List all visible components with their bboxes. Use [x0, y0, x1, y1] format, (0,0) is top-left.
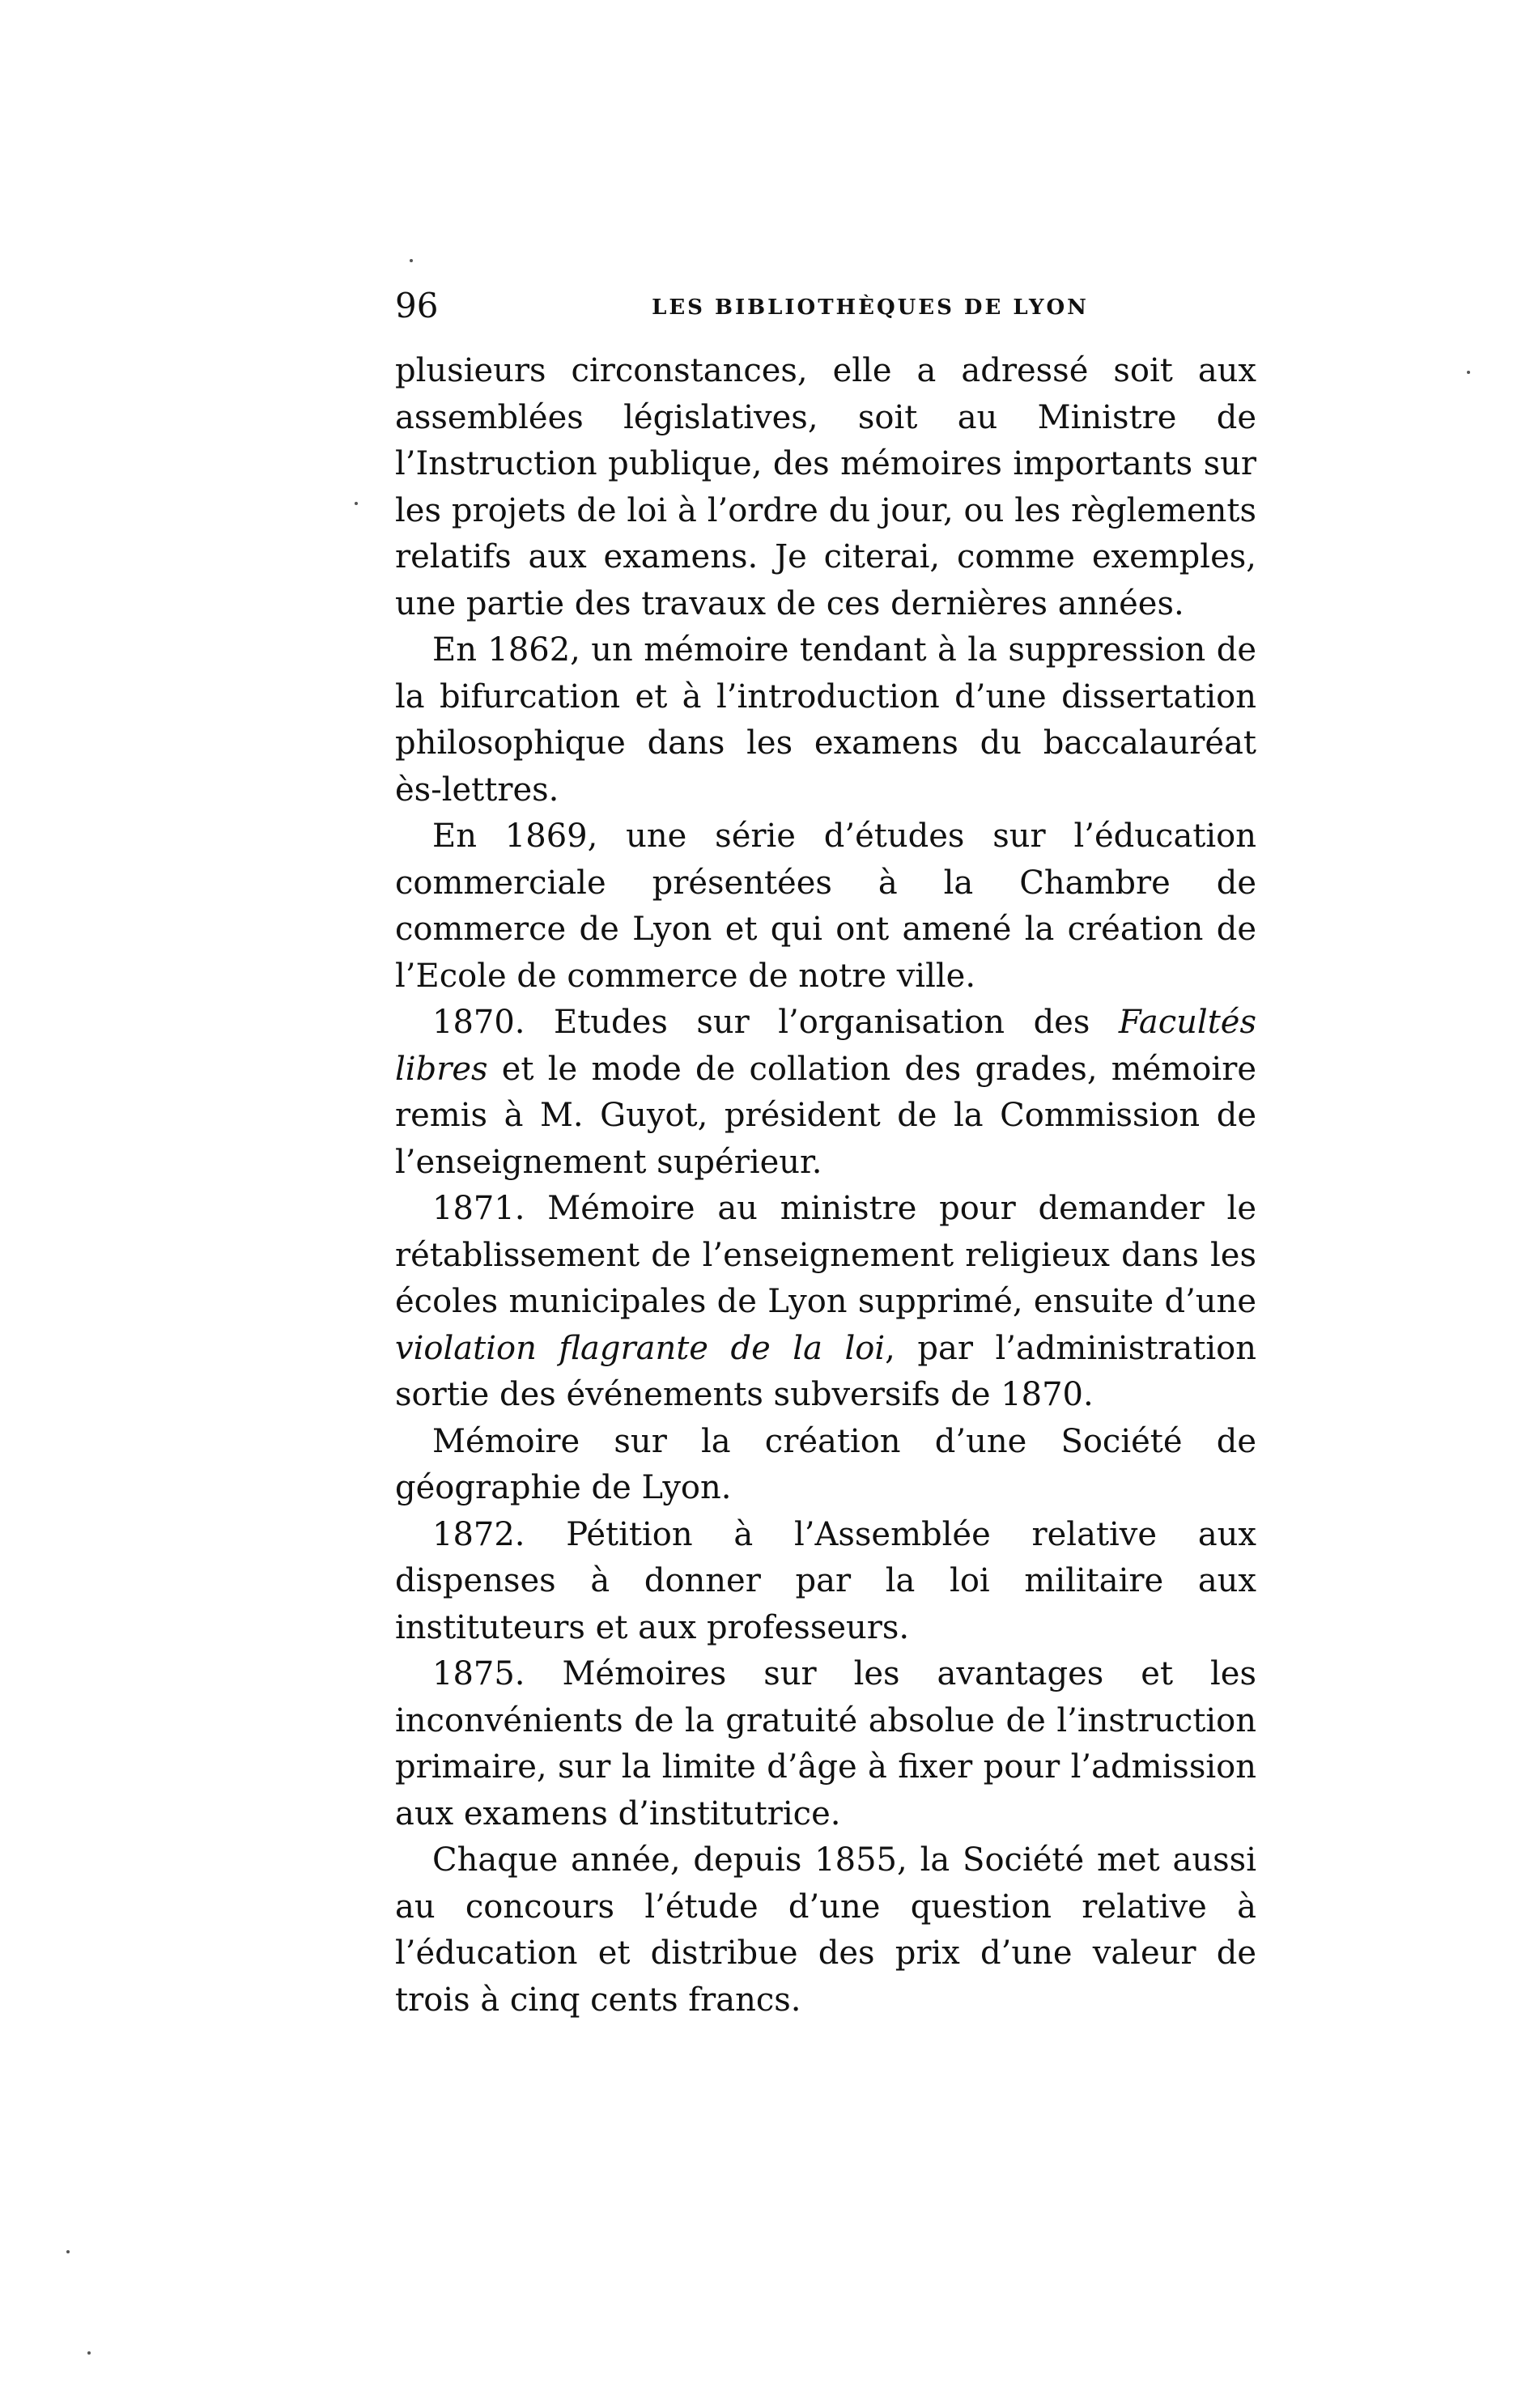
- paragraph-7: 1872. Pétition à l’Assemblée relative aux dispenses à donner par la loi militaire aux instituteurs et aux professeurs.: [395, 1515, 1256, 1646]
- paragraph-8: 1875. Mémoires sur les avantages et les inconvénients de la gratuité absolue de l’instruction primaire, sur la limite d’âge à fixer pour l’admission aux examens d’institutrice.: [395, 1655, 1256, 1833]
- paragraph-5-text-end: , par l’administration sortie des événements subversifs de 1870.: [395, 1329, 1256, 1413]
- paragraph-9: Chaque année, depuis 1855, la Société met aussi au concours l’étude d’une question relative à l’éducation et distribue des prix d’une valeur de trois à cinq cents francs.: [395, 1841, 1256, 2019]
- print-speck: [355, 502, 358, 505]
- paragraph-4-italic: Facultés libres: [395, 1004, 1256, 1088]
- paragraph-4-text: 1870. Etudes sur l’organisation des: [432, 1004, 1119, 1041]
- paragraph-2: En 1862, un mémoire tendant à la suppression de la bifurcation et à l’introduction d’une dissertation philosophique dans les examens du baccalauréat ès-lettres.: [395, 631, 1256, 809]
- paragraph-4: [395, 1000, 1256, 1186]
- text-block: [395, 283, 1256, 2024]
- print-speck: [1467, 371, 1470, 374]
- print-speck: [410, 259, 413, 262]
- page-number: 96: [395, 286, 439, 325]
- running-title: LES BIBLIOTHÈQUES DE LYON: [652, 295, 1089, 320]
- running-head: [395, 283, 1256, 332]
- paragraph-1: plusieurs circonstances, elle a adressé soit aux assemblées législatives, soit au Ministre de l’Instruction publique, des mémoires importants sur les projets de loi à l’ordre du jour, ou les règlements relatifs aux examens. Je citerai, comme exemples, une partie des travaux de ces dernières années.: [395, 352, 1256, 622]
- print-speck: [66, 2250, 70, 2253]
- print-speck: [87, 2351, 91, 2355]
- paragraph-4-text-end: et le mode de collation des grades, mémoire remis à M. Guyot, président de la Commission de l’enseignement supérieur.: [395, 1050, 1256, 1181]
- paragraph-5-italic: violation flagrante de la loi: [395, 1329, 886, 1367]
- paragraph-5-text: 1871. Mémoire au ministre pour demander le rétablissement de l’enseignement religieux dans les écoles municipales de Lyon supprimé, ensuite d’une: [395, 1190, 1256, 1320]
- paragraph-3: En 1869, une série d’études sur l’éducation commerciale présentées à la Chambre de commerce de Lyon et qui ont amené la création de l’Ecole de commerce de notre ville.: [395, 818, 1256, 995]
- paragraph-5: [395, 1186, 1256, 1419]
- paragraph-6: Mémoire sur la création d’une Société de géographie de Lyon.: [395, 1422, 1256, 1506]
